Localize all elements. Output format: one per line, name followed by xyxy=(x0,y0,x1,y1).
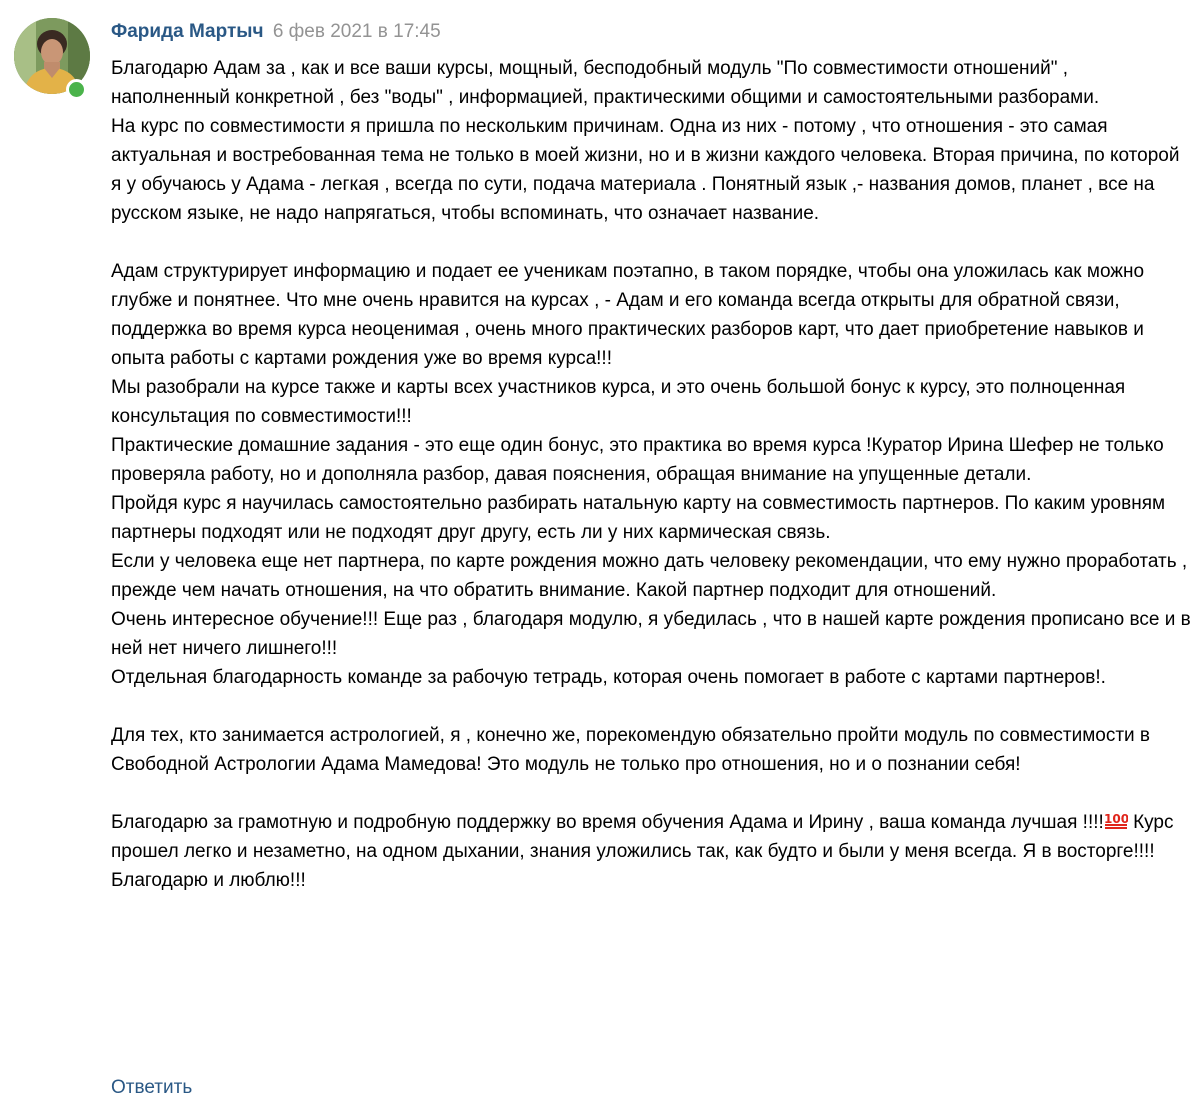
author-name-link[interactable]: Фарида Мартыч xyxy=(111,21,264,42)
comment-paragraph-blank xyxy=(111,692,1191,721)
comment-content xyxy=(111,16,1191,895)
comment-paragraph: Пройдя курс я научилась самостоятельно разбирать натальную карту на совместимость партнеров. По каким уровням партнеры подходят или не подходят друг другу, есть ли у них кармическая связь. xyxy=(111,493,1166,543)
last-paragraph-text-after: Курс прошел легко и незаметно, на одном дыхании, знания уложились так, как будто и были у меня всегда. Я в восторге!!!! Благодарю и люблю!!! xyxy=(111,812,1174,891)
comment-paragraph-last xyxy=(111,808,1191,895)
hundred-points-icon xyxy=(1104,810,1128,830)
comment-paragraph: Адам структурирует информацию и подает ее ученикам поэтапно, в таком порядке, чтобы она уложилась как можно глубже и понятнее. Что мне очень нравится на курсах , - Адам и его команда всегда открыты для обратной связи, поддержка во время курса неоценимая , очень много практических разборов карт, что дает приобретение навыков и опыта работы с картами рождения уже во время курса!!! xyxy=(111,261,1145,369)
online-status-indicator xyxy=(66,79,87,100)
comment-paragraph: Если у человека еще нет партнера, по карте рождения можно дать человеку рекомендации, что ему нужно проработать , прежде чем начать отношения, на что обратить внимание. Какой партнер подходит для отношений. xyxy=(111,551,1188,601)
last-paragraph-text-before: Благодарю за грамотную и подробную поддержку во время обучения Адама и Ирину , ваша команда лучшая !!!! xyxy=(111,812,1104,833)
comment-paragraph: Мы разобрали на курсе также и карты всех участников курса, и это очень большой бонус к курсу, это полноценная консультация по совместимости!!! xyxy=(111,377,1126,427)
comment-paragraph-blank xyxy=(111,779,1191,808)
reply-link[interactable]: Ответить xyxy=(111,1077,193,1098)
svg-text:100: 100 xyxy=(1103,812,1128,826)
comment-paragraph: Практические домашние задания - это еще один бонус, это практика во время курса !Куратор Ирина Шефер не только проверяла работу, но и дополняла разбор, давая пояснения, обращая внимание на упущенные детали. xyxy=(111,435,1164,485)
comment-paragraph-blank xyxy=(111,228,1191,257)
comment-paragraph: Для тех, кто занимается астрологией, я , конечно же, порекомендую обязательно пройти модуль по совместимости в Свободной Астрологии Адама Мамедова! Это модуль не только про отношения, но и о познании себя! xyxy=(111,725,1151,775)
comment-paragraph: На курс по совместимости я пришла по нескольким причинам. Одна из них - потому , что отношения - это самая актуальная и востребованная тема не только в моей жизни, но и в жизни каждого человека. Вторая причина, по которой я у обучаюсь у Адама - легкая , всегда по сути, подача материала . Понятный язык ,- названия домов, планет , все на русском языке, не надо напрягаться, чтобы вспоминать, что означает название. xyxy=(111,116,1180,224)
comment-date-link[interactable]: 6 фев 2021 в 17:45 xyxy=(272,21,441,42)
comment-text xyxy=(111,54,1191,895)
comment-paragraph: Благодарю Адам за , как и все ваши курсы, мощный, бесподобный модуль "По совместимости отношений" , наполненный конкретной , без "воды" , информацией, практическими общими и самостоятельными разборами. xyxy=(111,58,1100,108)
comment-paragraph: Отдельная благодарность команде за рабочую тетрадь, которая очень помогает в работе с картами партнеров!. xyxy=(111,667,1106,688)
comment-paragraph: Очень интересное обучение!!! Еще раз , благодаря модулю, я убедилась , что в нашей карте рождения прописано все и в ней нет ничего лишнего!!! xyxy=(111,609,1191,659)
comment-header xyxy=(111,16,1191,48)
